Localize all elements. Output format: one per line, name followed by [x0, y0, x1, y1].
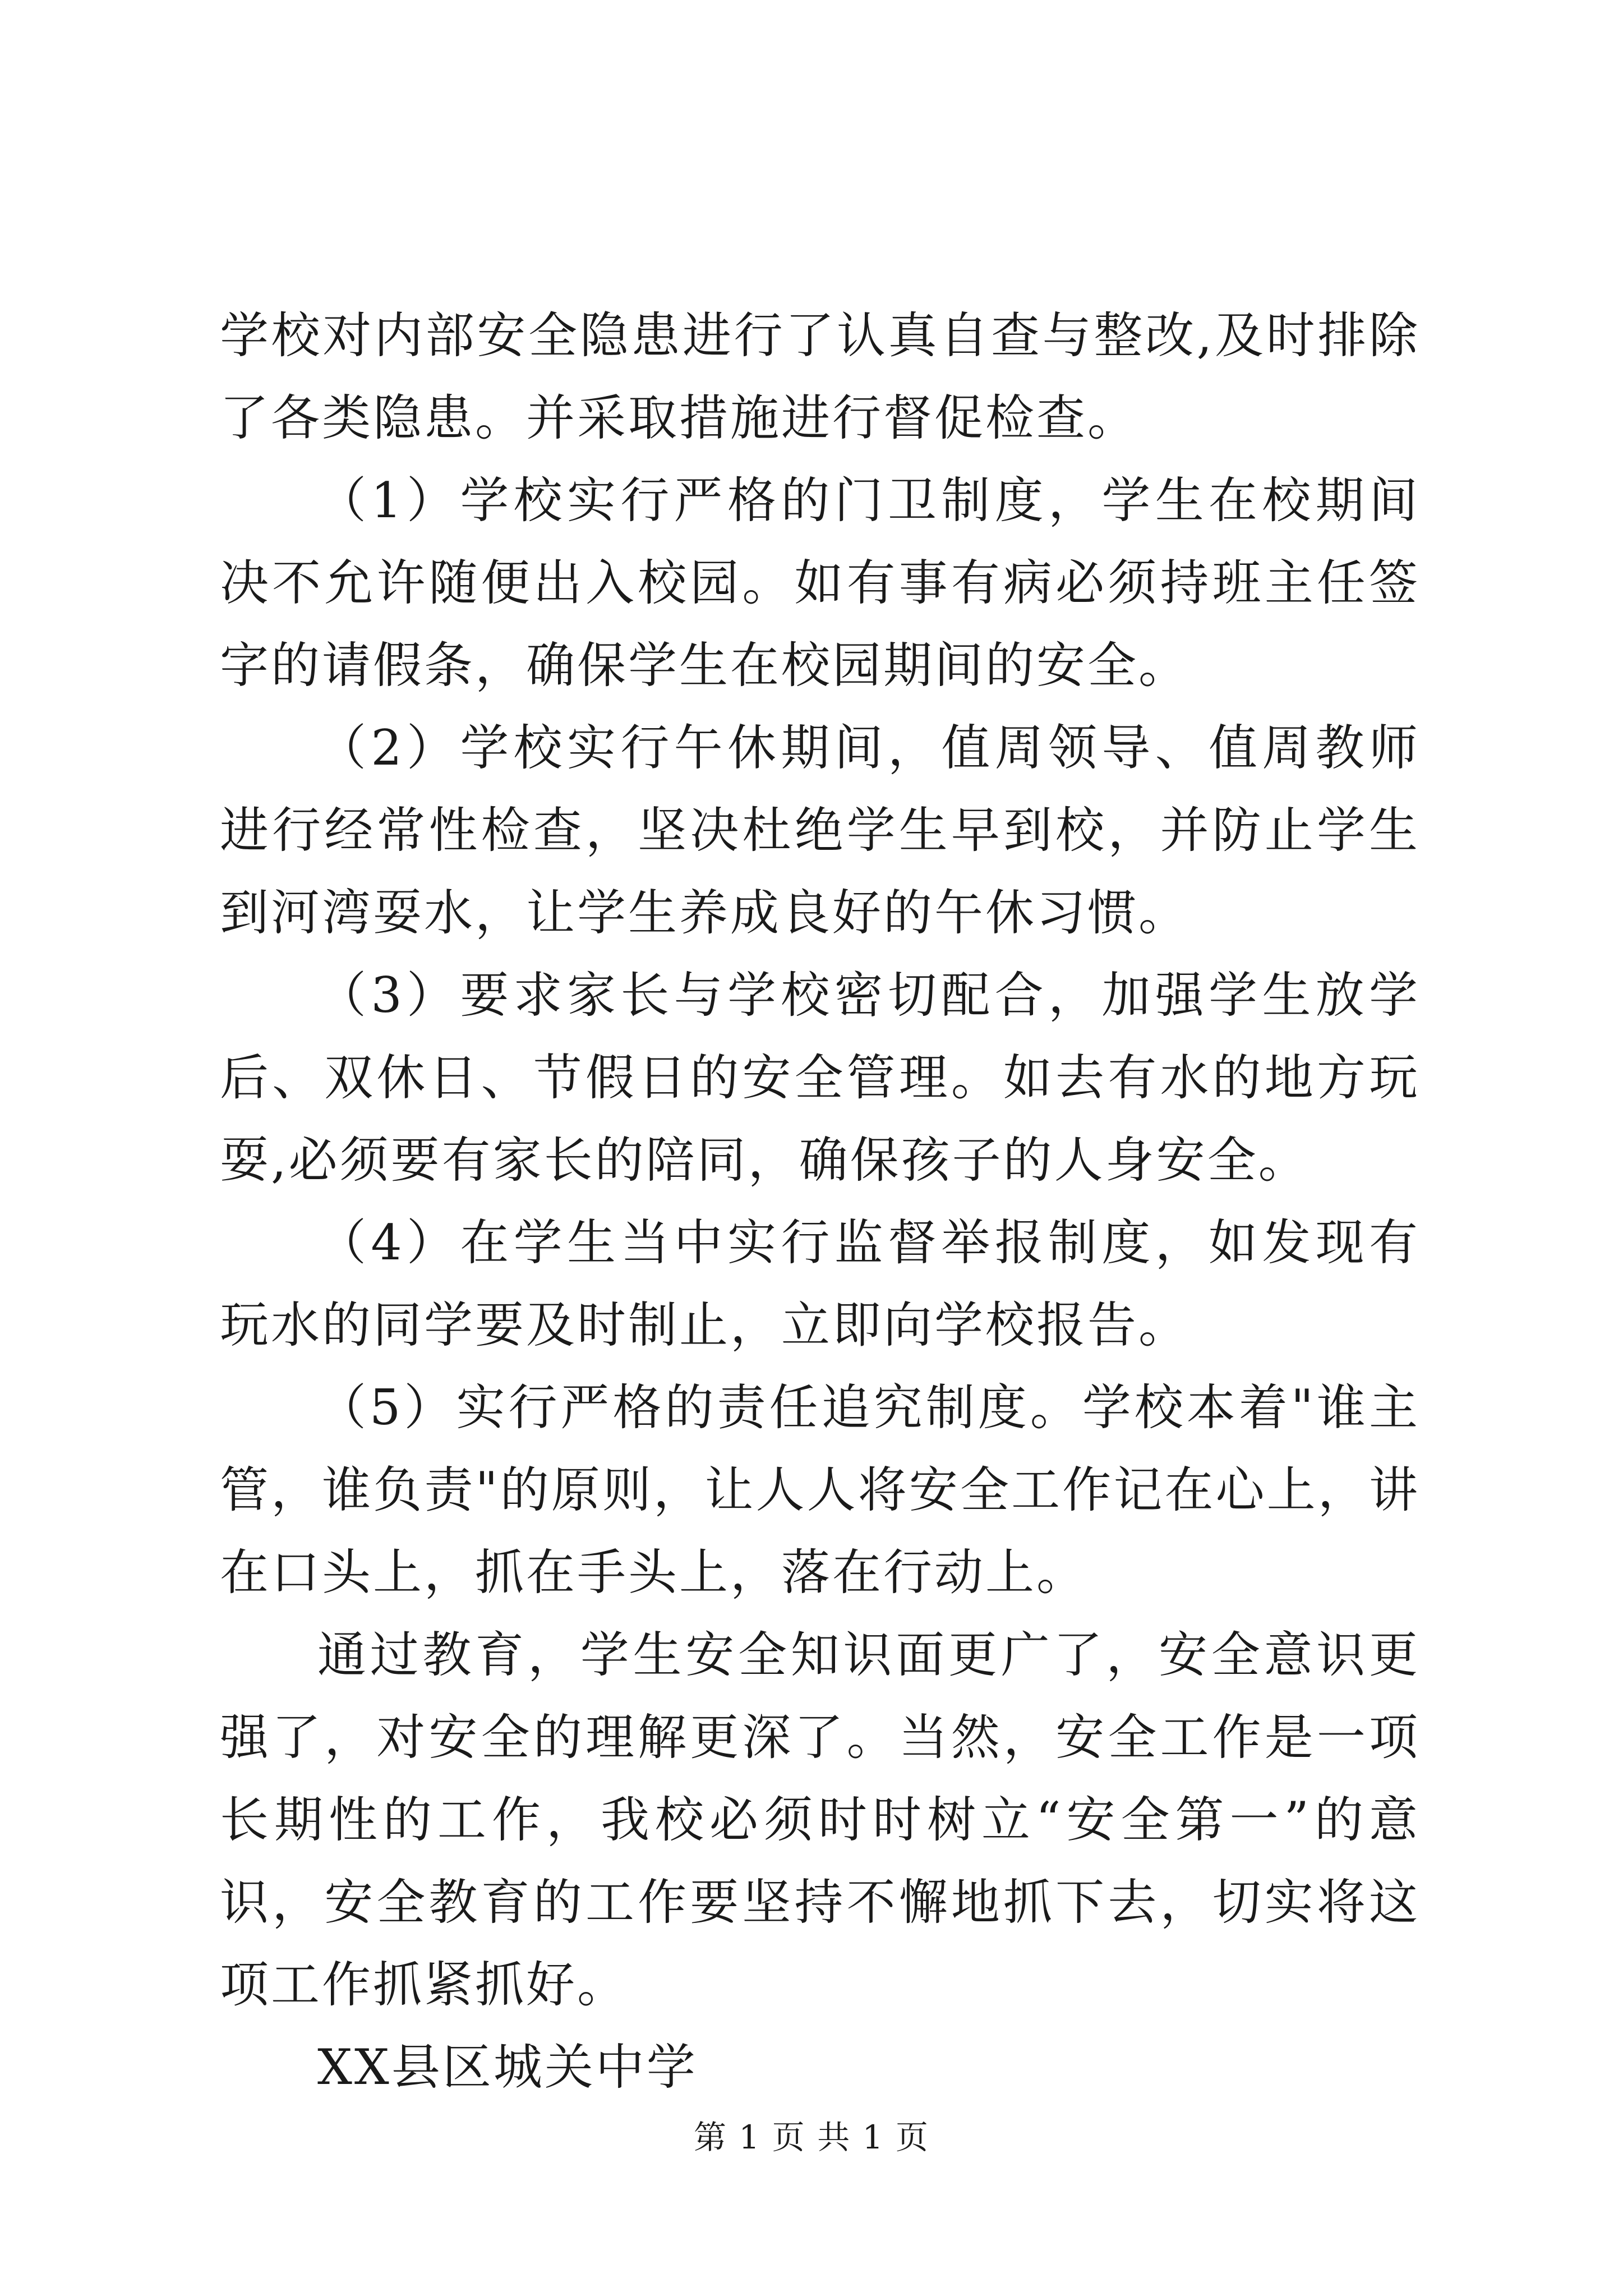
paragraph-conclusion: 通过教育，学生安全知识面更广了，安全意识更强了，对安全的理解更深了。当然，安全工作是一项长期性的工作，我校必须时时树立“安全第一”的意识，安全教育的工作要坚持不懈地抓下去，切实将这项工作抓紧抓好。	[220, 1626, 1420, 2013]
paragraph-intro: 学校对内部安全隐患进行了认真自查与整改,及时排除了各类隐患。并采取措施进行督促检查。	[220, 307, 1420, 447]
paragraph-item-2: （2）学校实行午休期间，值周领导、值周教师进行经常性检查，坚决杜绝学生早到校，并防止学生到河湾耍水，让学生养成良好的午休习惯。	[220, 719, 1420, 941]
paragraph-item-1: （1）学校实行严格的门卫制度，学生在校期间决不允许随便出入校园。如有事有病必须持班主任签字的请假条，确保学生在校园期间的安全。	[220, 472, 1420, 694]
signature-school-name: XX县区城关中学	[317, 2039, 698, 2096]
document-body	[220, 295, 1420, 2109]
paragraph-item-5: （5）实行严格的责任追究制度。学校本着"谁主管，谁负责"的原则，让人人将安全工作记在心上，讲在口头上，抓在手头上，落在行动上。	[220, 1379, 1420, 1601]
page-footer: 第 1 页 共 1 页	[694, 2118, 929, 2156]
paragraph-item-4: （4）在学生当中实行监督举报制度，如发现有玩水的同学要及时制止，立即向学校报告。	[220, 1214, 1420, 1354]
paragraph-item-3: （3）要求家长与学校密切配合，加强学生放学后、双休日、节假日的安全管理。如去有水的地方玩耍,必须要有家长的陪同，确保孩子的人身安全。	[220, 967, 1420, 1189]
